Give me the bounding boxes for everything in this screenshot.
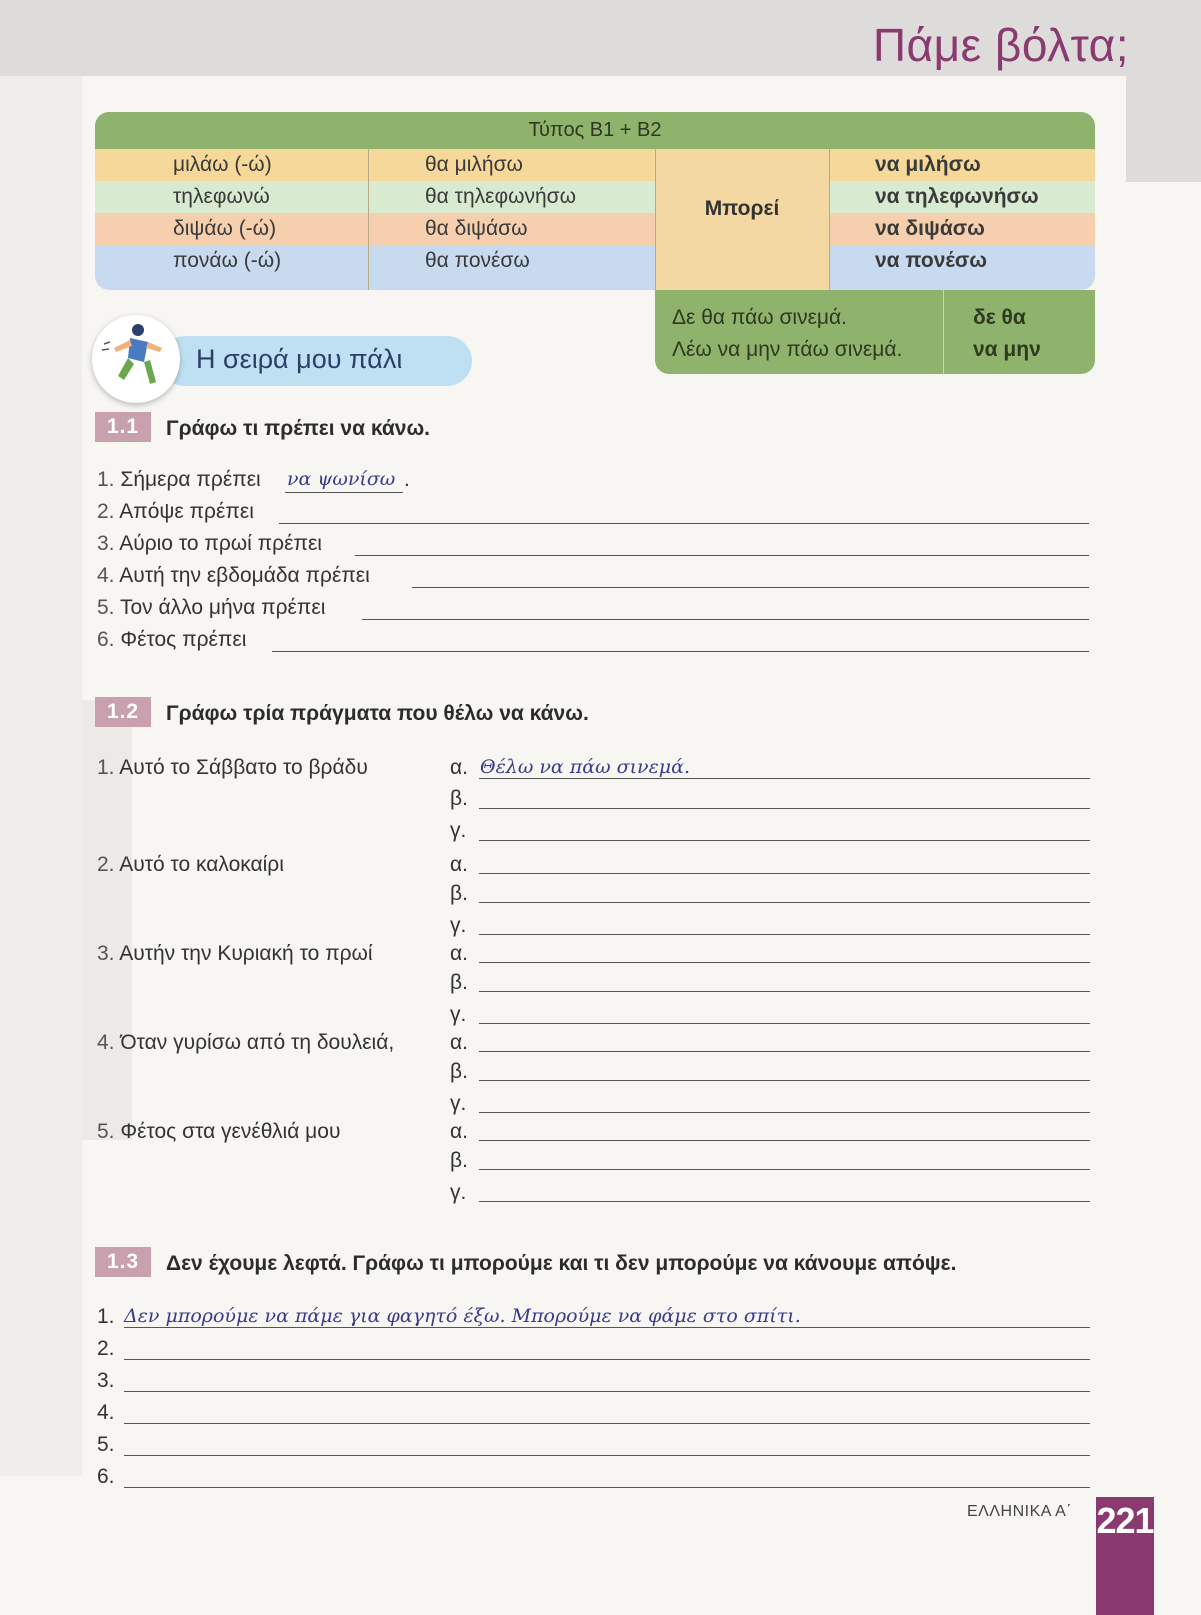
answer-line[interactable] (412, 587, 1089, 588)
item-number: 4. (97, 564, 115, 587)
present-form: μιλάω (-ώ) (173, 153, 272, 176)
subjunctive-form: να πονέσω (875, 249, 988, 272)
item-prompt: Φέτος στα γενέθλιά μου (120, 1120, 341, 1143)
item-prompt: Απόψε πρέπει (119, 500, 254, 523)
negation-example: Δε θα πάω σινεμά. (672, 306, 848, 329)
answer-line[interactable] (479, 962, 1090, 963)
item-prompt: Φέτος πρέπει (120, 628, 247, 651)
answer-line[interactable] (362, 619, 1089, 620)
list-item (97, 756, 368, 780)
item-number: 2. (97, 1337, 115, 1360)
list-item (97, 628, 246, 652)
grammar-table (95, 112, 1095, 290)
option-letter: γ. (450, 1003, 467, 1026)
answer-line[interactable] (479, 902, 1090, 903)
list-item (97, 468, 261, 492)
column-divider (368, 149, 369, 290)
handwritten-answer: Θέλω να πάω σινεμά. (480, 756, 691, 778)
subjunctive-form: να τηλεφωνήσω (875, 185, 1039, 208)
option-letter: α. (450, 1031, 468, 1054)
answer-line[interactable] (479, 1112, 1090, 1113)
item-prompt: Αύριο το πρωί πρέπει (119, 532, 322, 555)
option-letter: β. (450, 787, 468, 810)
item-number: 3. (97, 1369, 115, 1392)
option-letter: β. (450, 1060, 468, 1083)
option-letter: γ. (450, 1092, 467, 1115)
item-number: 5. (97, 596, 115, 619)
option-letter: α. (450, 853, 468, 876)
item-number: 4. (97, 1031, 115, 1054)
item-number: 3. (97, 942, 115, 965)
item-prompt: Τον άλλο μήνα πρέπει (119, 596, 326, 619)
item-number: 2. (97, 500, 115, 523)
exercise-badge: 1.3 (95, 1247, 151, 1277)
present-form: διψάω (-ώ) (173, 217, 277, 240)
answer-line[interactable] (479, 1023, 1090, 1024)
answer-line[interactable] (479, 1051, 1090, 1052)
list-item (97, 500, 254, 524)
page-title: Πάμε βόλτα; (872, 19, 1129, 71)
item-prompt: Σήμερα πρέπει (120, 468, 261, 491)
present-form: πονάω (-ώ) (173, 249, 282, 272)
exercise-badge: 1.1 (95, 412, 151, 442)
negation-example: Λέω να μην πάω σινεμά. (672, 338, 903, 361)
section-title: Η σειρά μου πάλι (196, 344, 403, 374)
list-item (97, 942, 373, 966)
scan-left-band (0, 76, 82, 1476)
item-number: 1. (97, 1305, 115, 1328)
answer-line[interactable] (272, 651, 1089, 652)
answer-line[interactable] (479, 778, 1090, 779)
future-form: θα τηλεφωνήσω (425, 185, 577, 208)
item-number: 6. (97, 628, 115, 651)
list-item (97, 564, 370, 588)
option-letter: α. (450, 1120, 468, 1143)
answer-line[interactable] (124, 1423, 1090, 1424)
exercise-title: Γράφω τρία πράγματα που θέλω να κάνω. (166, 702, 589, 725)
walking-figure-icon (100, 318, 170, 398)
answer-line[interactable] (479, 934, 1090, 935)
answer-line[interactable] (479, 1169, 1090, 1170)
exercise-title: Δεν έχουμε λεφτά. Γράφω τι μπορούμε και τι δεν μπορούμε να κάνουμε απόψε. (166, 1252, 957, 1275)
answer-line[interactable] (124, 1391, 1090, 1392)
option-letter: γ. (450, 819, 467, 842)
answer-line[interactable] (124, 1359, 1090, 1360)
answer-line[interactable] (124, 1327, 1090, 1328)
exercise-badge: 1.2 (95, 697, 151, 727)
item-number: 5. (97, 1433, 115, 1456)
answer-line[interactable] (479, 873, 1090, 874)
answer-line[interactable] (124, 1455, 1090, 1456)
item-number: 5. (97, 1120, 115, 1143)
answer-line[interactable] (285, 492, 403, 493)
list-item (97, 596, 325, 620)
column-divider (829, 149, 830, 290)
answer-line[interactable] (479, 1140, 1090, 1141)
item-prompt: Αυτή την εβδομάδα πρέπει (119, 564, 370, 587)
negation-particle: να μην (973, 338, 1041, 361)
answer-line[interactable] (479, 1080, 1090, 1081)
option-letter: α. (450, 942, 468, 965)
option-letter: β. (450, 882, 468, 905)
subjunctive-form: να διψάσω (875, 217, 985, 240)
option-letter: γ. (450, 914, 467, 937)
answer-line[interactable] (479, 808, 1090, 809)
handwritten-answer: Δεν μπορούμε να πάμε για φαγητό έξω. Μπορούμε να φάμε στο σπίτι. (124, 1305, 801, 1327)
item-prompt: Αυτό το Σάββατο το βράδυ (119, 756, 368, 779)
negation-divider (943, 290, 944, 374)
item-suffix: . (404, 468, 410, 491)
negation-particle: δε θα (973, 306, 1026, 329)
list-item (97, 532, 322, 556)
item-number: 1. (97, 468, 115, 491)
item-number: 2. (97, 853, 115, 876)
option-letter: β. (450, 971, 468, 994)
option-letter: β. (450, 1149, 468, 1172)
future-form: θα μιλήσω (425, 153, 523, 176)
answer-line[interactable] (479, 1201, 1090, 1202)
answer-line[interactable] (479, 991, 1090, 992)
scan-right-band (1126, 0, 1201, 182)
future-form: θα πονέσω (425, 249, 530, 272)
item-number: 4. (97, 1401, 115, 1424)
present-form: τηλεφωνώ (173, 185, 270, 208)
item-prompt: Αυτό το καλοκαίρι (119, 853, 284, 876)
list-item (97, 1120, 340, 1144)
answer-line[interactable] (355, 555, 1089, 556)
exercise-title: Γράφω τι πρέπει να κάνω. (166, 417, 431, 440)
modal-label: Μπορεί (704, 197, 780, 220)
item-prompt: Όταν γυρίσω από τη δουλειά, (120, 1031, 395, 1054)
grammar-table-title: Τύπος Β1 + Β2 (95, 112, 1095, 149)
answer-line[interactable] (124, 1487, 1090, 1488)
book-title: ΕΛΛΗΝΙΚΑ Α΄ (967, 1503, 1073, 1520)
item-number: 6. (97, 1465, 115, 1488)
option-letter: γ. (450, 1181, 467, 1204)
page-number: 221 (1096, 1500, 1154, 1541)
list-item (97, 1031, 394, 1055)
list-item (97, 853, 284, 877)
subjunctive-form: να μιλήσω (875, 153, 981, 176)
item-prompt: Αυτήν την Κυριακή το πρωί (119, 942, 373, 965)
future-form: θα διψάσω (425, 217, 528, 240)
item-number: 3. (97, 532, 115, 555)
option-letter: α. (450, 756, 468, 779)
answer-line[interactable] (479, 840, 1090, 841)
item-number: 1. (97, 756, 115, 779)
answer-line[interactable] (279, 523, 1089, 524)
handwritten-answer: να ψωνίσω (287, 468, 396, 490)
